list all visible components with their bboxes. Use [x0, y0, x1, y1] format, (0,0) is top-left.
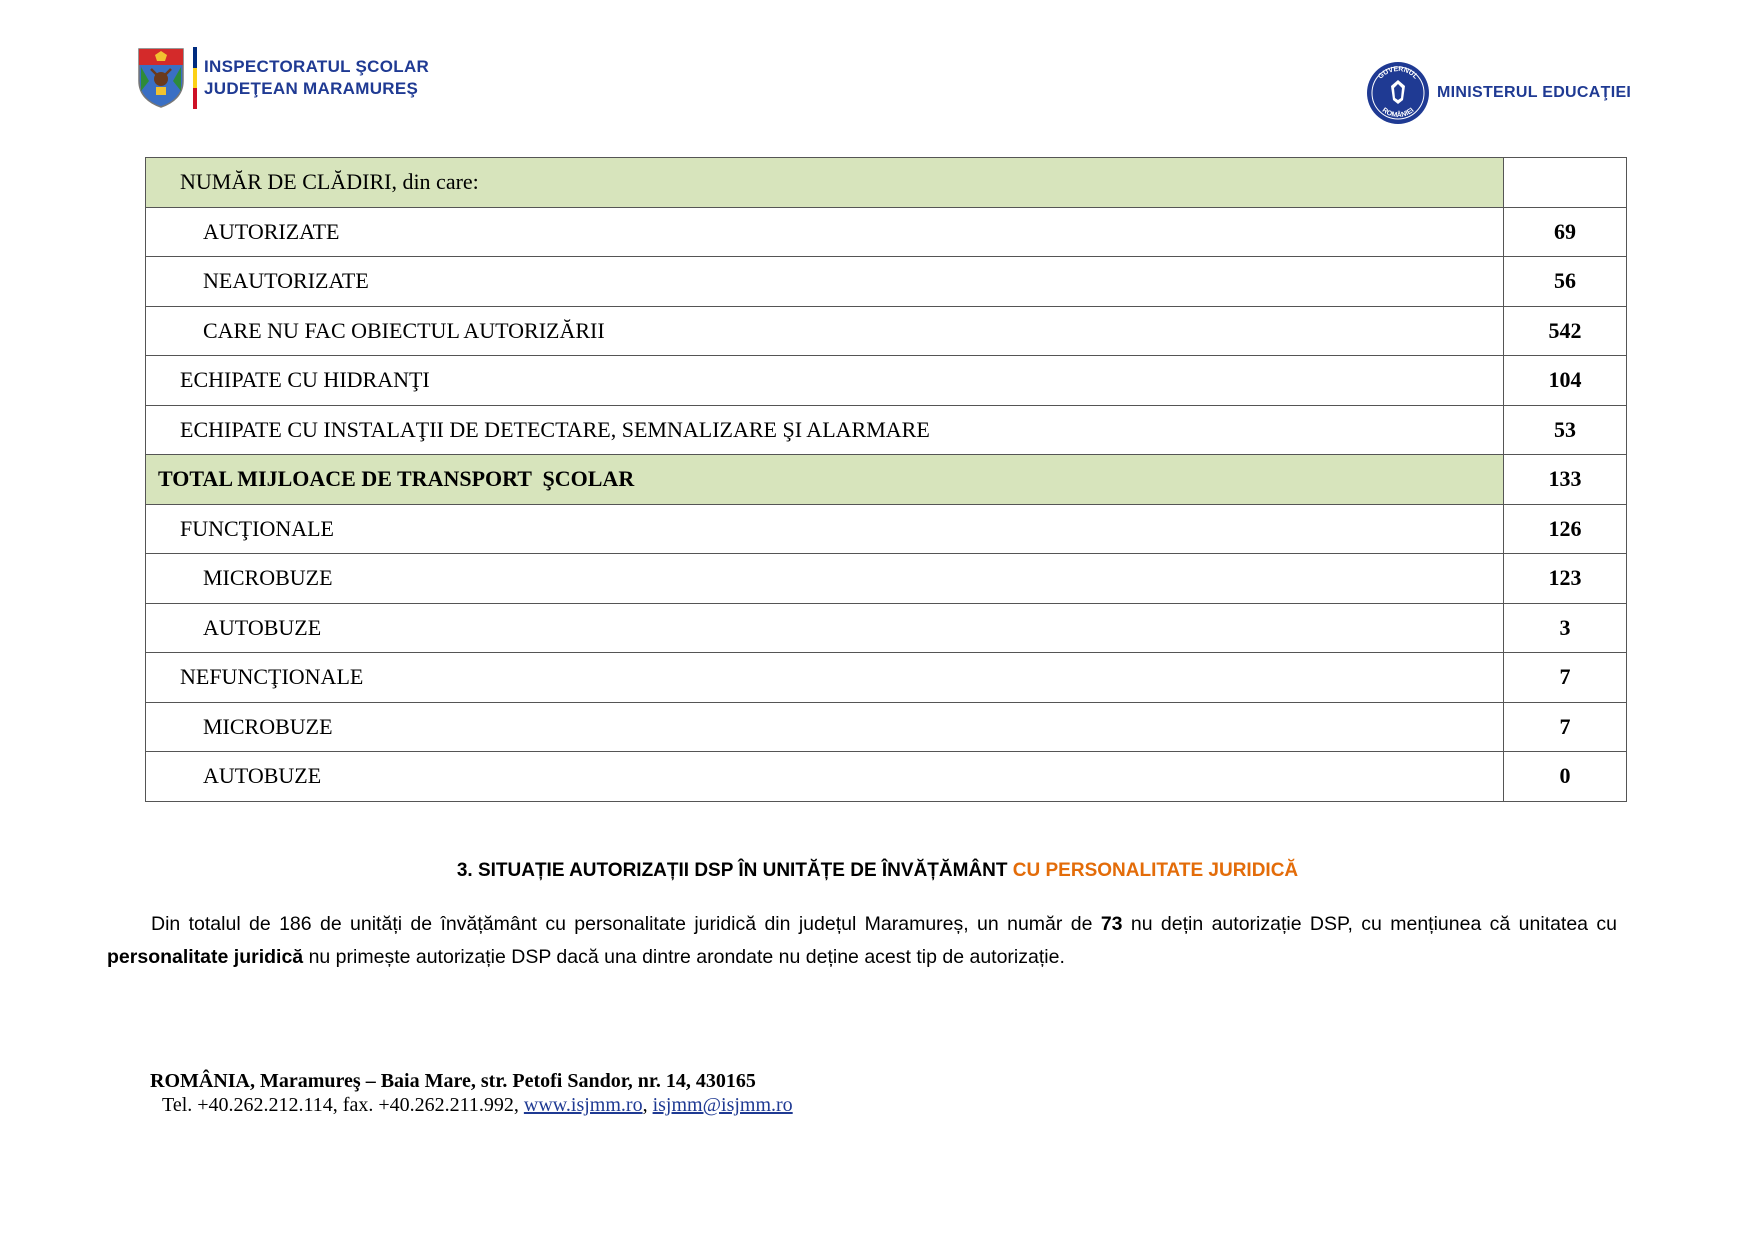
row-value: 7 [1504, 653, 1627, 703]
isj-title-line2: JUDEŢEAN MARAMUREŞ [204, 79, 419, 98]
para-text-1: Din totalul de 186 de unități de învățământ cu personalitate juridică din județul Maramureș, un număr de [151, 913, 1101, 935]
footer [150, 1070, 793, 1117]
footer-phone-fax: Tel. +40.262.212.114, fax. +40.262.211.992, [162, 1094, 524, 1116]
row-label: AUTORIZATE [146, 207, 1504, 257]
table-row [146, 158, 1627, 208]
table-row [146, 504, 1627, 554]
para-bold-count: 73 [1100, 913, 1123, 935]
row-label: CARE NU FAC OBIECTUL AUTORIZĂRII [146, 306, 1504, 356]
maramures-coat-of-arms-icon [137, 47, 185, 109]
seal-text-bottom: ROMÂNIEI [1380, 106, 1416, 120]
row-label: AUTOBUZE [146, 752, 1504, 802]
section-heading-main: 3. SITUAȚIE AUTORIZAȚII DSP ÎN UNITĂȚE DE ÎNVĂȚĂMÂNT [456, 860, 1013, 881]
section-heading-highlight: CU PERSONALITATE JURIDICĂ [1012, 860, 1299, 881]
row-label: NEAUTORIZATE [146, 257, 1504, 307]
seal-text-top: GUVERNUL [1377, 65, 1419, 81]
table-row [146, 554, 1627, 604]
row-label: ECHIPATE CU HIDRANŢI [146, 356, 1504, 406]
email-link[interactable]: isjmm@isjmm.ro [652, 1094, 793, 1116]
isj-title [204, 56, 429, 100]
row-label: TOTAL MIJLOACE DE TRANSPORT ŞCOLAR [146, 455, 1504, 505]
row-value: 542 [1504, 306, 1627, 356]
ministry-title: MINISTERUL EDUCAŢIEI [1437, 84, 1632, 101]
footer-contact [162, 1093, 793, 1117]
website-link[interactable]: www.isjmm.ro [523, 1094, 643, 1116]
table-row [146, 752, 1627, 802]
row-label: ECHIPATE CU INSTALAŢII DE DETECTARE, SEMNALIZARE ŞI ALARMARE [146, 405, 1504, 455]
footer-address: ROMÂNIA, Maramureş – Baia Mare, str. Petofi Sandor, nr. 14, 430165 [150, 1070, 756, 1092]
row-value: 126 [1504, 504, 1627, 554]
row-label: NEFUNCŢIONALE [146, 653, 1504, 703]
footer-separator: , [642, 1094, 653, 1116]
table-row [146, 405, 1627, 455]
row-value: 7 [1504, 702, 1627, 752]
isj-header [137, 47, 429, 109]
dsp-summary-paragraph [107, 908, 1617, 974]
row-label: AUTOBUZE [146, 603, 1504, 653]
row-label: FUNCŢIONALE [146, 504, 1504, 554]
table-row [146, 653, 1627, 703]
section-heading [0, 860, 1755, 882]
table-row [146, 702, 1627, 752]
row-label: MICROBUZE [146, 554, 1504, 604]
row-value: 69 [1504, 207, 1627, 257]
row-value: 3 [1504, 603, 1627, 653]
table-row [146, 257, 1627, 307]
table-row [146, 603, 1627, 653]
para-bold-term: personalitate juridică [107, 946, 304, 968]
row-label: NUMĂR DE CLĂDIRI, din care: [146, 158, 1504, 208]
table-row [146, 207, 1627, 257]
row-value: 53 [1504, 405, 1627, 455]
para-text-3: nu primește autorizație DSP dacă una dintre arondate nu deține acest tip de autorizație. [303, 946, 1065, 968]
ministry-header [1365, 60, 1631, 126]
tricolor-bar [193, 47, 197, 109]
isj-title-line1: INSPECTORATUL ŞCOLAR [204, 57, 430, 76]
row-value: 0 [1504, 752, 1627, 802]
government-seal-icon [1365, 60, 1431, 126]
row-value [1504, 158, 1627, 208]
table-row [146, 306, 1627, 356]
row-value: 56 [1504, 257, 1627, 307]
para-text-2: nu dețin autorizație DSP, cu mențiunea că unitatea cu [1122, 913, 1617, 935]
row-value: 133 [1504, 455, 1627, 505]
row-value: 104 [1504, 356, 1627, 406]
buildings-transport-table [145, 157, 1627, 802]
table-row [146, 455, 1627, 505]
row-value: 123 [1504, 554, 1627, 604]
row-label: MICROBUZE [146, 702, 1504, 752]
table-row [146, 356, 1627, 406]
